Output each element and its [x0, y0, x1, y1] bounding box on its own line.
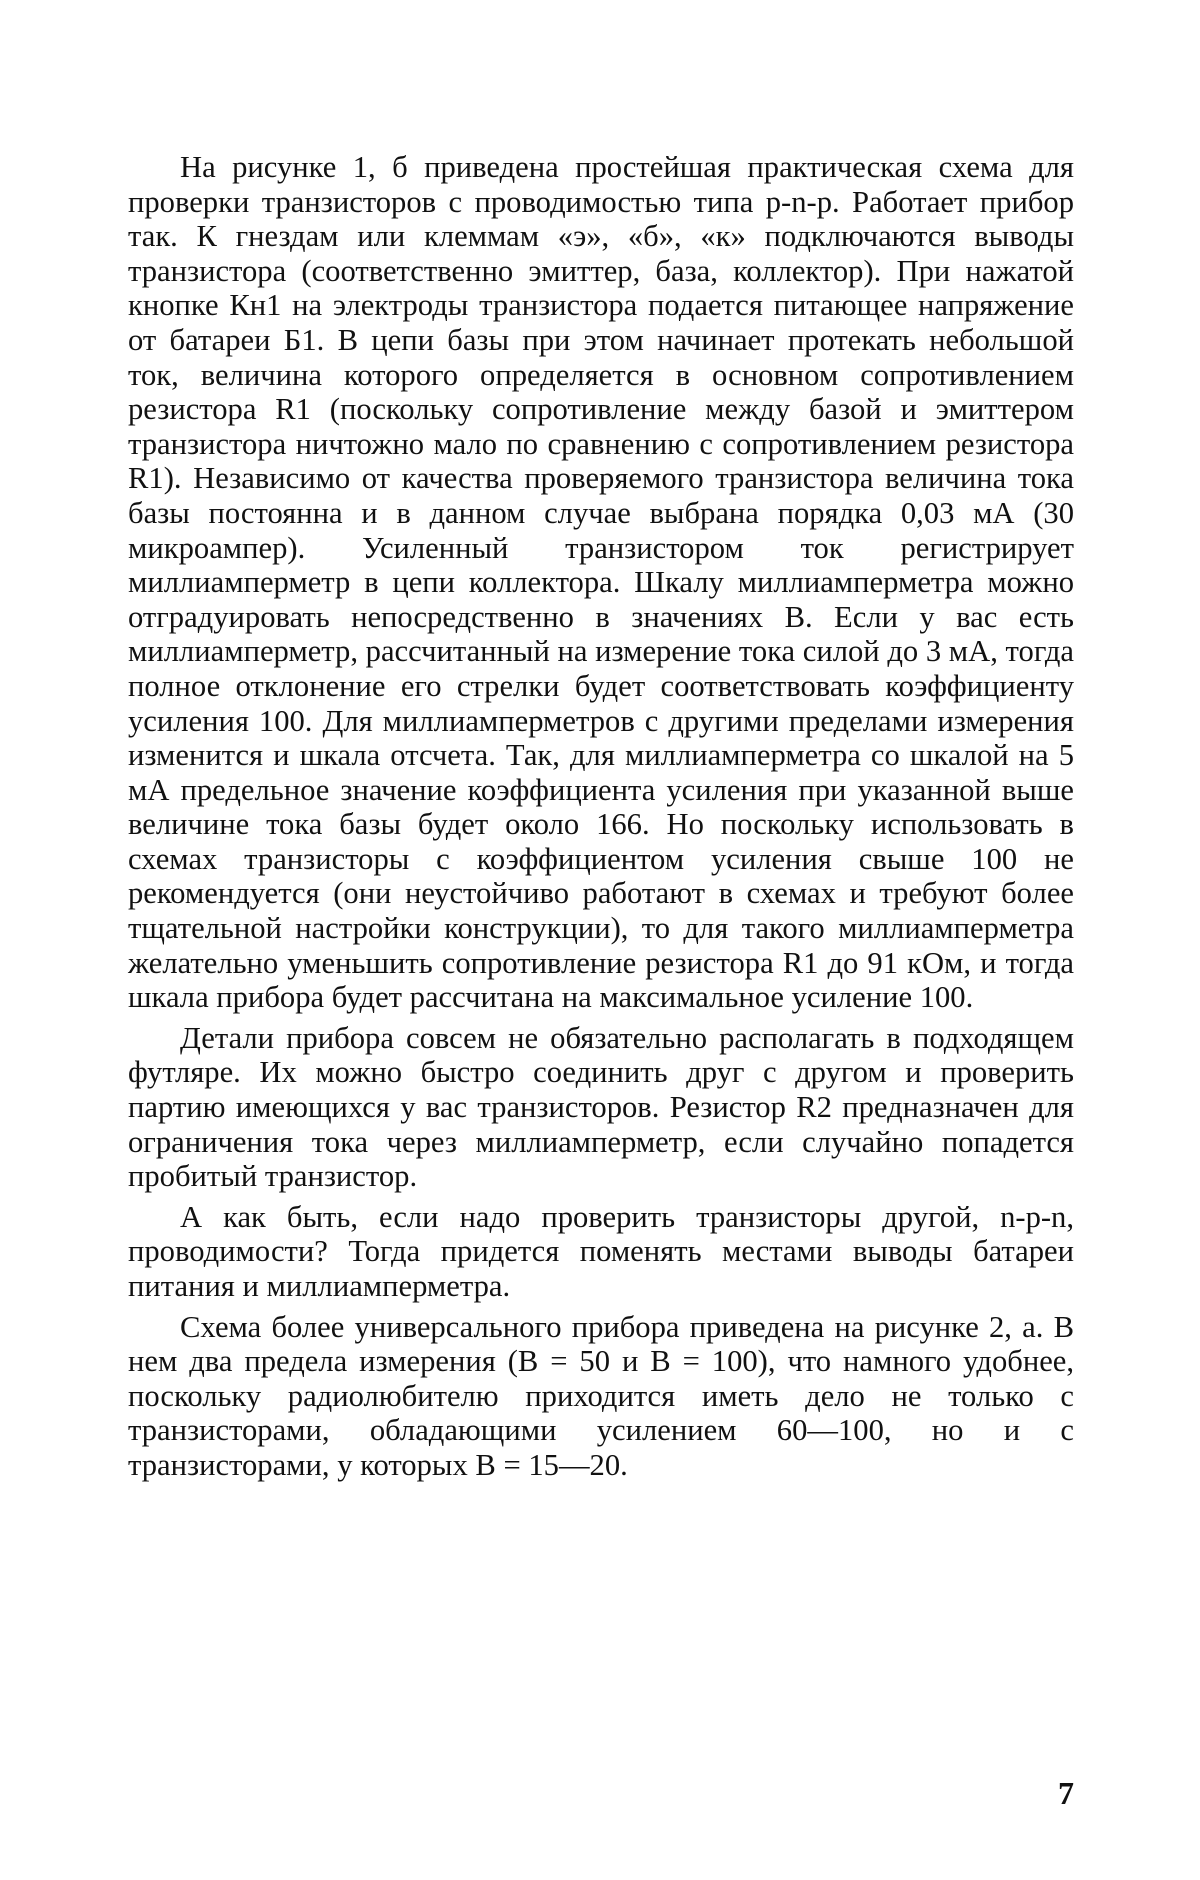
page-number: 7	[1058, 1775, 1074, 1811]
paragraph-2: Детали прибора совсем не обязательно располагать в подходящем футляре. Их можно быстро соединить друг с другом и проверить партию имеющихся у вас транзисторов. Резистор R2 предназначен для ограничения тока через миллиамперметр, если случайно попадется пробитый транзистор.	[128, 1020, 1074, 1194]
paragraph-1: На рисунке 1, б приведена простейшая практическая схема для проверки транзисторов с проводимостью типа p-n-p. Работает прибор так. К гнездам или клеммам «э», «б», «к» подключаются выводы транзистора (соответственно эмиттер, база, коллектор). При нажатой кнопке Кн1 на электроды транзистора подается питающее напряжение от батареи Б1. В цепи базы при этом начинает протекать небольшой ток, величина которого определяется в основном сопротивлением резистора R1 (поскольку сопротивление между базой и эмиттером транзистора ничтожно мало по сравнению с сопротивлением резистора R1). Независимо от качества проверяемого транзистора величина тока базы постоянна и в данном случае выбрана порядка 0,03 мА (30 микроампер). Усиленный транзистором ток регистрирует миллиамперметр в цепи коллектора. Шкалу миллиамперметра можно отградуировать непосредственно в значениях В. Если у вас есть миллиамперметр, рассчитанный на измерение тока силой до 3 мА, тогда полное отклонение его стрелки будет соответствовать коэффициенту усиления 100. Для миллиамперметров с другими пределами измерения изменится и шкала отсчета. Так, для миллиамперметра со шкалой на 5 мА предельное значение коэффициента усиления при указанной выше величине тока базы будет около 166. Но поскольку использовать в схемах транзисторы с коэффициентом усиления свыше 100 не рекомендуется (они неустойчиво работают в схемах и требуют более тщательной настройки конструкции), то для такого миллиамперметра желательно уменьшить сопротивление резистора R1 до 91 кОм, и тогда шкала прибора будет рассчитана на максимальное усиление 100.	[128, 150, 1074, 1015]
paragraph-3: А как быть, если надо проверить транзисторы другой, n-p-n, проводимости? Тогда придется поменять местами выводы батареи питания и миллиамперметра.	[128, 1199, 1074, 1303]
body-text	[128, 150, 1074, 1483]
paragraph-4: Схема более универсального прибора приведена на рисунке 2, а. В нем два предела измерения (В = 50 и В = 100), что намного удобнее, поскольку радиолюбителю приходится иметь дело не только с транзисторами, обладающими усилением 60—100, но и с транзисторами, у которых В = 15—20.	[128, 1309, 1074, 1482]
